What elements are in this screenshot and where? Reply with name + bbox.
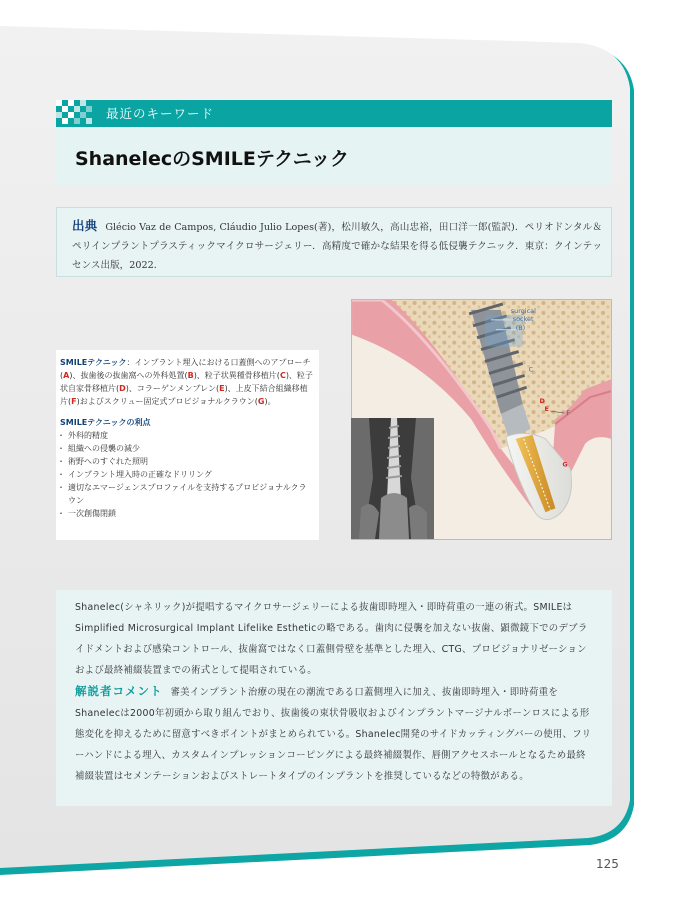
caption-letter-g: G — [257, 397, 265, 406]
advantages-title: SMILEテクニックの利点 — [60, 418, 151, 427]
figure-caption: SMILEテクニック：インプラント埋入における口蓋側へのアプローチ(A)、抜歯後の抜歯窩への外科処置(B)、粒子状異種骨移植片(C)、粒子状自家骨移植片(D)、コラーゲンメンブレン(E)、上皮下結合組織移植片(F)およびスクリュー固定式プロビジョナルクラウン(G)。 — [60, 358, 313, 406]
caption-letter-e: E — [219, 384, 225, 393]
caption-letter-d: D — [119, 384, 126, 393]
figure-caption-panel — [56, 350, 319, 540]
list-item: ・ 適切なエマージェンスプロファイルを支持するプロビジョナルクラウン — [60, 481, 314, 507]
body-panel — [56, 590, 612, 806]
label-g: G — [562, 460, 568, 469]
source-citation — [72, 216, 602, 275]
caption-letter-b: B — [187, 371, 194, 380]
title-panel — [56, 128, 612, 185]
list-item: ・ インプラント埋入時の正確なドリリング — [60, 468, 314, 481]
label-c: C — [528, 365, 534, 374]
list-item: ・ 術野へのすぐれた照明 — [60, 455, 314, 468]
source-panel — [56, 207, 612, 277]
body-text — [75, 597, 595, 787]
label-b: (B) — [515, 323, 526, 332]
caption-letter-c: C — [279, 371, 286, 380]
xray-image — [351, 418, 434, 539]
commentator-text: 審美インプラント治療の現在の潮流である口蓋側埋入に加え、抜歯即時埋入・即時荷重をShanelecは2000年初頭から取り組んでおり、抜歯後の束状骨吸収およびインプラントマージナルボーンロスによる形態変化を抑えるために留意すべきポイントがまとめられている。Shanelec開発のサイドカッティングバーの使用、フリーハンドによる埋入、カスタムインプレッションコーピングによる最終補綴製作、唇側アクセスホールとなるため最終補綴装置はセメンテーションおよびストレートタイプのインプラントを推奨しているなどの特徴がある。 — [75, 687, 592, 782]
page-number: 125 — [596, 857, 619, 871]
list-item: ・ 一次創傷閉鎖 — [60, 507, 314, 520]
section-category-label: 最近のキーワード — [106, 106, 215, 121]
summary-paragraph: Shanelec(シャネリック)が提唱するマイクロサージェリーによる抜歯即時埋入・即時荷重の一連の術式。SMILEはSimplified Microsurgical Implant Lifelike Estheticの略である。歯肉に侵襲を加えない抜歯、顕微鏡下でのデブライドメントおよび感染コントロール、抜歯窩ではなく口蓋側骨壁を基準とした埋入、CTG、プロビジョナリゼーションおよび最終補綴装置までの術式として提唱されている。 — [75, 602, 588, 676]
caption-head: SMILEテクニック — [60, 358, 127, 367]
label-socket: socket — [512, 314, 534, 323]
label-d: D — [539, 397, 545, 406]
list-item: ・ 組織への侵襲の減少 — [60, 442, 314, 455]
section-header-band — [56, 100, 612, 127]
checker-pattern-icon — [56, 100, 94, 127]
label-f: F — [566, 409, 570, 418]
caption-letter-a: A — [63, 371, 70, 380]
list-item: ・ 外科的精度 — [60, 429, 314, 442]
advantages-list — [60, 429, 314, 520]
source-label: 出典 — [72, 218, 98, 233]
commentator-label: 解説者コメント — [75, 684, 163, 698]
label-e: E — [544, 405, 549, 414]
article-title: ShanelecのSMILEテクニック — [75, 148, 349, 170]
source-citation-text: Glécio Vaz de Campos, Cláudio Julio Lopes(著)，松川敏久，高山忠裕，田口洋一郎(監訳)．ペリオドンタル＆ペリインプラントプラスティックマイクロサージェリー．高精度で確かな結果を得る低侵襲テクニック．東京：クインテッセンス出版，2022． — [72, 222, 602, 271]
label-surgical: surgical — [510, 306, 536, 315]
caption-letter-f: F — [71, 397, 77, 406]
